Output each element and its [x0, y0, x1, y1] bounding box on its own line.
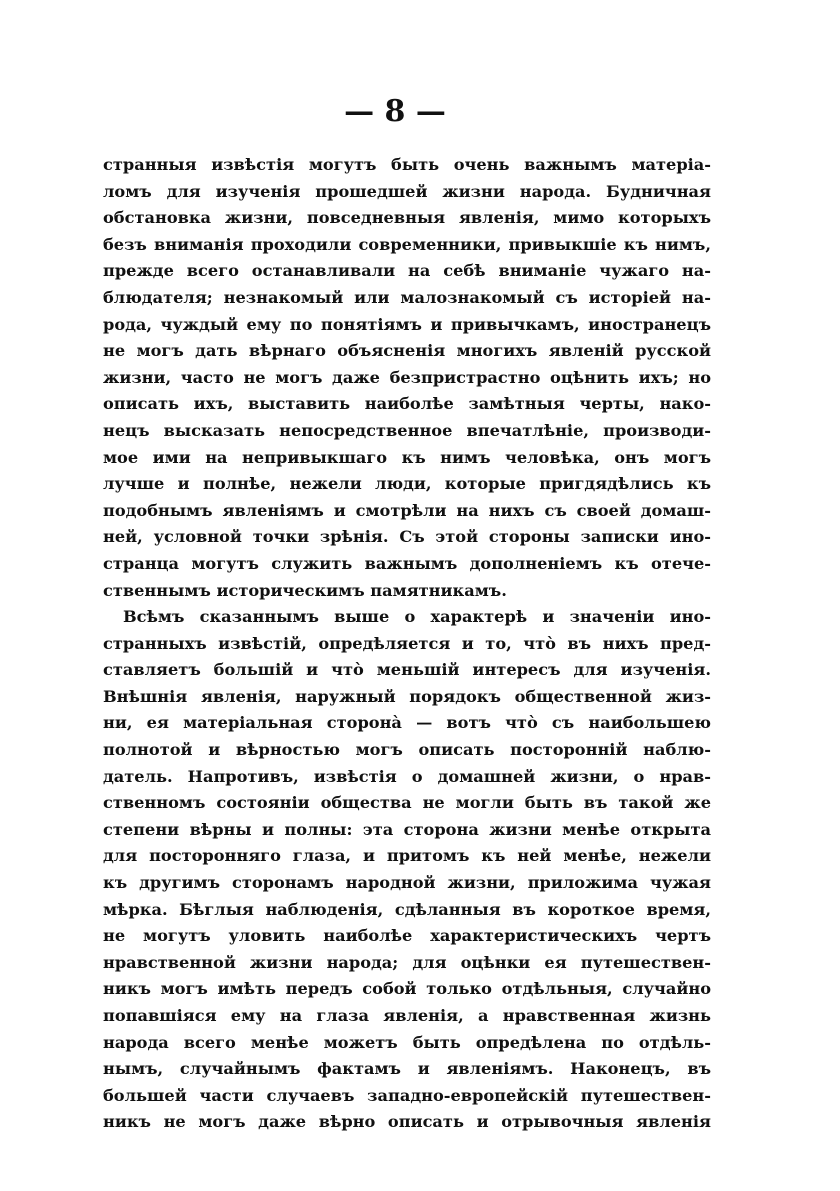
text-line: мое ими на непривыкшаго къ нимъ человѣка, онъ могъ: [103, 447, 711, 467]
paragraph-2: [103, 604, 711, 1136]
text-line: прежде всего останавливали на себѣ вниманіе чужаго на-: [103, 261, 711, 281]
text-line: жизни, часто не могъ даже безпристрастно оцѣнить ихъ; но: [103, 367, 711, 387]
text-line: Всѣмъ сказаннымъ выше о характерѣ и значеніи ино-: [123, 607, 711, 627]
text-line: датель. Напротивъ, извѣстія о домашней жизни, о нрав-: [103, 766, 711, 786]
text-line: нецъ высказать непосредственное впечатлѣніе, производи-: [103, 420, 711, 440]
text-line: описать ихъ, выставить наиболѣе замѣтныя черты, нако-: [103, 394, 711, 414]
text-line: ственномъ состояніи общества не могли быть въ такой же: [103, 793, 711, 813]
text-line: Внѣшнія явленія, наружный порядокъ общественной жиз-: [103, 686, 711, 706]
text-line: ни, ея матеріальная сторона̀ — вотъ что̀ съ наибольшею: [103, 713, 711, 733]
page-number: — 8 —: [344, 94, 446, 129]
text-line: подобнымъ явленіямъ и смотрѣли на нихъ съ своей домаш-: [103, 500, 711, 520]
text-line: не могутъ уловить наиболѣе характеристическихъ чертъ: [103, 926, 711, 946]
text-line: ней, условной точки зрѣнія. Съ этой стороны записки ино-: [103, 527, 711, 547]
text-line: ломъ для изученія прошедшей жизни народа. Будничная: [103, 181, 711, 201]
text-line: блюдателя; незнакомый или малознакомый съ исторіей на-: [103, 287, 711, 307]
text-line: безъ вниманія проходили современники, привыкшіе къ нимъ,: [103, 234, 711, 254]
text-line: степени вѣрны и полны: эта сторона жизни менѣе открыта: [103, 819, 711, 839]
text-line: ставляетъ большій и что̀ меньшій интересъ для изученія.: [103, 660, 711, 680]
text-line: странца могутъ служить важнымъ дополненіемъ къ отече-: [103, 553, 711, 573]
text-line: попавшіяся ему на глаза явленія, а нравственная жизнь: [103, 1006, 711, 1025]
text-line: никъ могъ имѣть передъ собой только отдѣльныя, случайно: [103, 979, 711, 999]
text-line: нравственной жизни народа; для оцѣнки ея путешествен-: [103, 952, 711, 972]
text-line: полнотой и вѣрностью могъ описать посторонній наблю-: [103, 740, 711, 760]
text-line: мѣрка. Бѣглыя наблюденія, сдѣланныя въ короткое время,: [103, 899, 711, 919]
text-line: странныя извѣстія могутъ быть очень важнымъ матеріа-: [103, 155, 711, 174]
text-line: обстановка жизни, повседневныя явленія, мимо которыхъ: [103, 208, 711, 228]
text-line: ственнымъ историческимъ памятникамъ.: [103, 580, 507, 600]
text-line: для посторонняго глаза, и притомъ къ ней менѣе, нежели: [103, 846, 711, 866]
text-line: рода, чуждый ему по понятіямъ и привычкамъ, иностранецъ: [103, 314, 711, 334]
text-line: странныхъ извѣстій, опредѣляется и то, что̀ въ нихъ пред-: [103, 633, 711, 653]
text-line: большей части случаевъ западно-европейскій путешествен-: [103, 1085, 711, 1105]
paragraph-1: [103, 152, 711, 604]
text-line: нымъ, случайнымъ фактамъ и явленіямъ. Наконецъ, въ: [103, 1059, 711, 1079]
text-line: никъ не могъ даже вѣрно описать и отрывочныя явленія: [103, 1112, 711, 1132]
text-line: къ другимъ сторонамъ народной жизни, приложима чужая: [103, 873, 711, 893]
text-line: лучше и полнѣе, нежели люди, которые пригдядѣлись къ: [103, 474, 711, 494]
body-text: [103, 152, 711, 1136]
text-line: не могъ дать вѣрнаго объясненія многихъ явленій русской: [103, 341, 711, 361]
text-line: народа всего менѣе можетъ быть опредѣлена по отдѣль-: [103, 1032, 711, 1052]
